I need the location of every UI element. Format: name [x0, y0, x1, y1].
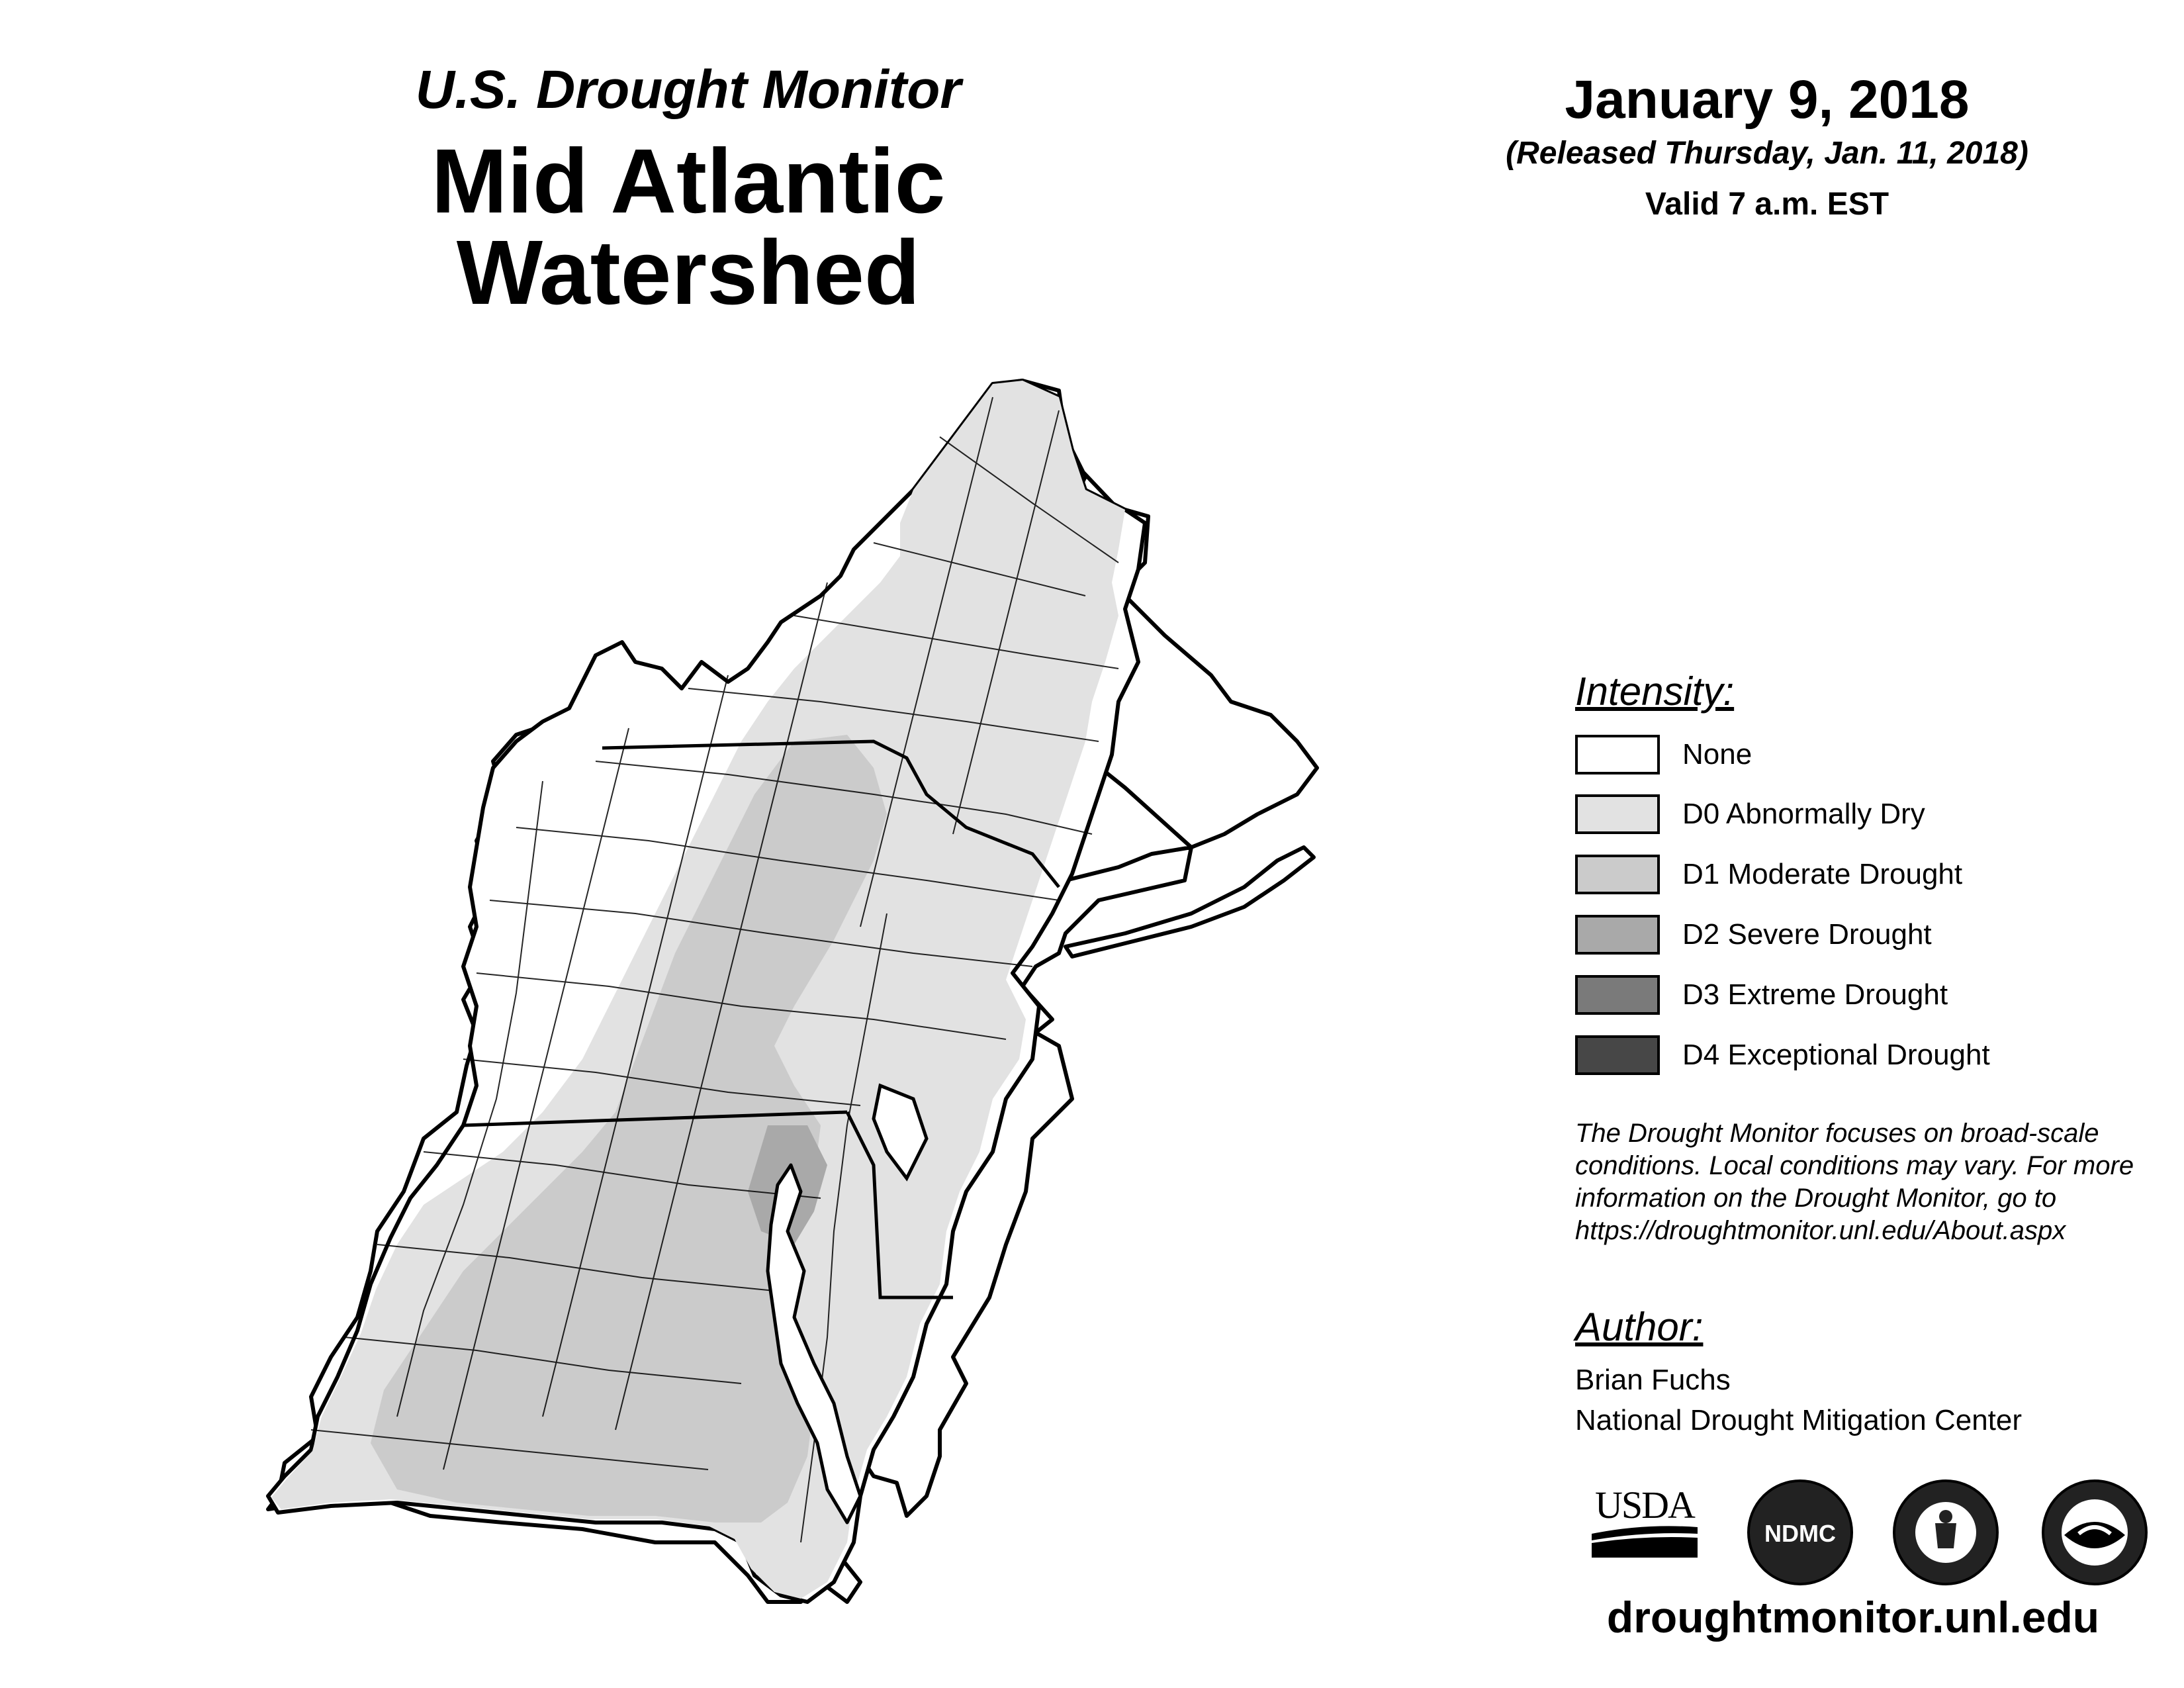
legend-label: D3 Extreme Drought — [1682, 978, 1948, 1011]
legend-item-d3 — [1575, 975, 2171, 1017]
disclaimer-line: conditions. Local conditions may vary. For more — [1575, 1151, 2134, 1180]
usda-logo-text: USDA — [1595, 1483, 1694, 1526]
valid-time: Valid 7 a.m. EST — [1645, 187, 1889, 222]
commerce-seal-icon — [1893, 1479, 1999, 1585]
legend-item-d0 — [1575, 794, 2171, 837]
region-title: Mid Atlantic Watershed — [431, 130, 946, 324]
legend-label: D2 Severe Drought — [1682, 918, 1932, 951]
legend-item-d1 — [1575, 855, 2171, 897]
product-title: U.S. Drought Monitor — [415, 60, 962, 120]
noaa-seal-icon — [2042, 1479, 2148, 1585]
disclaimer-line: information on the Drought Monitor, go to — [1575, 1184, 2057, 1213]
legend-swatch-none — [1575, 735, 1660, 774]
legend-swatch-d2 — [1575, 915, 1660, 955]
release-note: (Released Thursday, Jan. 11, 2018) — [1506, 136, 2028, 171]
disclaimer-url[interactable]: https://droughtmonitor.unl.edu/About.aspx — [1575, 1216, 2066, 1245]
legend-swatch-d0 — [1575, 794, 1660, 834]
author-name: Brian Fuchs — [1575, 1364, 1731, 1396]
legend-title: Intensity: — [1575, 669, 1735, 714]
legend-label: D1 Moderate Drought — [1682, 858, 1963, 890]
disclaimer-line: The Drought Monitor focuses on broad-scale — [1575, 1119, 2099, 1148]
ndmc-seal-text: NDMC — [1764, 1520, 1836, 1547]
legend-item-d4 — [1575, 1035, 2171, 1078]
legend-swatch-d1 — [1575, 855, 1660, 894]
legend-label: D4 Exceptional Drought — [1682, 1039, 1990, 1071]
website-url[interactable]: droughtmonitor.unl.edu — [1606, 1593, 2100, 1642]
legend-item-d2 — [1575, 915, 2171, 957]
legend-swatch-d3 — [1575, 975, 1660, 1015]
legend-label: None — [1682, 738, 1752, 771]
author-organization: National Drought Mitigation Center — [1575, 1404, 2023, 1436]
legend-item-none — [1575, 735, 2171, 777]
map-date: January 9, 2018 — [1565, 70, 1970, 130]
legend-label: D0 Abnormally Dry — [1682, 798, 1925, 830]
disclaimer — [1575, 1117, 2171, 1247]
author-title: Author: — [1575, 1305, 1704, 1349]
usda-swoosh-icon — [1592, 1483, 1698, 1559]
legend-swatch-d4 — [1575, 1035, 1660, 1075]
usda-logo — [1592, 1483, 1698, 1559]
ndmc-seal-icon — [1747, 1479, 1853, 1585]
